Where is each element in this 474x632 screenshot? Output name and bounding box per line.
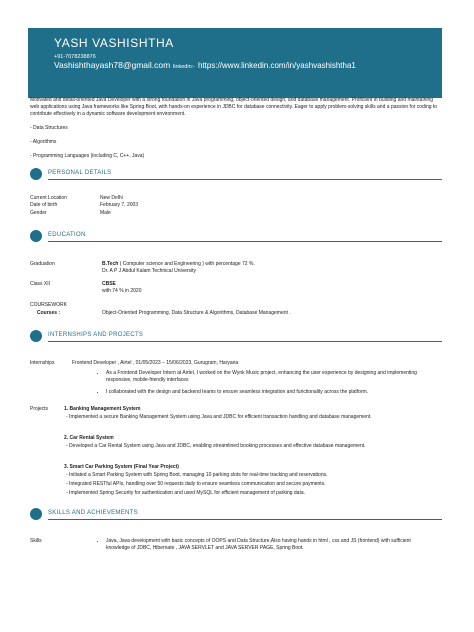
email-address[interactable]: Vashishthayash78@gmail.com bbox=[54, 60, 171, 70]
section-personal-details bbox=[28, 168, 442, 182]
section-title: INTERNSHIPS AND PROJECTS bbox=[48, 332, 144, 338]
candidate-name: YASH VASHISHTHA bbox=[54, 36, 174, 50]
internship-bullets bbox=[96, 370, 432, 399]
section-title: EDUCATION bbox=[48, 232, 86, 238]
summary-paragraph: Motivated and detail-oriented Java Developer with a strong foundation in Java programming, object-oriented design, and database management. Proficient in building and maintaining web applications using Java frameworks like Spring Boot, with hands-on experience in JDBC for database connectivity. Eager to apply problem-solving skills and a passion for coding to contribute effectively in a dynamic software development environment. bbox=[30, 97, 438, 117]
section-divider bbox=[48, 85, 442, 86]
coursework-label: COURSEWORK bbox=[30, 302, 67, 308]
graduation-line bbox=[102, 261, 255, 268]
summary-item: - Programming Languages (including C, C++, Java) bbox=[30, 153, 145, 159]
skills-bullets bbox=[96, 538, 426, 555]
section-icon bbox=[30, 508, 42, 520]
project-line: - Implemented a secure Banking Management System using Java and JDBC for efficient transaction handling and database management. bbox=[66, 414, 372, 420]
section-title: PERSONAL DETAILS bbox=[48, 170, 112, 176]
section-education bbox=[28, 230, 442, 244]
list-item: • I collaborated with the design and backend teams to ensure seamless integration and functionality across the platform. bbox=[106, 389, 432, 396]
section-resume-summary bbox=[28, 74, 442, 88]
personal-label: Current Location bbox=[30, 195, 67, 201]
section-divider bbox=[48, 341, 442, 342]
internship-title: Frontend Developer , Airtel , 01/05/2023 – 15/06/2023, Gurugram, Haryana bbox=[72, 360, 239, 366]
project-title: 2. Car Rental System bbox=[64, 435, 114, 441]
phone-number: +91-7078238876 bbox=[54, 54, 96, 60]
section-icon bbox=[30, 330, 42, 342]
personal-value: February 7, 2003 bbox=[100, 202, 139, 208]
list-item: • Java, Java development with basic concepts of OOPS and Data Structure,Also having hands in html , css and JS (frontend) with sufficient knowledge of JDBC, Hibernate , JAVA SERVLET and JAVA SERVER PAGE, Spring Boot. bbox=[106, 538, 426, 552]
internships-label: Internships bbox=[30, 360, 55, 366]
summary-item: - Algorithms bbox=[30, 139, 57, 145]
courses-value: Object-Oriented Programming, Data Structure & Algorithms, Database Management . bbox=[102, 310, 291, 316]
section-icon bbox=[30, 230, 42, 242]
graduation-university: Dr. A P J Abdul Kalam Technical University bbox=[102, 268, 197, 274]
summary-item: - Data Structures bbox=[30, 125, 68, 131]
section-divider bbox=[48, 519, 442, 520]
section-title: RESUME SUMMARY bbox=[48, 76, 111, 82]
section-icon bbox=[30, 168, 42, 180]
project-line: - Initiated a Smart Parking System with Spring Boot, managing 10 parking slots for real-time tracking and reservations. bbox=[66, 472, 328, 478]
education-label: Graduation bbox=[30, 261, 55, 267]
courses-label: Courses : bbox=[37, 310, 61, 316]
projects-label: Projects bbox=[30, 406, 49, 412]
class-board: CBSE bbox=[102, 281, 116, 287]
skills-label: Skills bbox=[30, 538, 42, 544]
project-title: 1. Banking Management System bbox=[64, 406, 141, 412]
linkedin-label: linkedin:- bbox=[173, 64, 196, 70]
section-internships-projects bbox=[28, 330, 442, 344]
section-divider bbox=[48, 179, 442, 180]
personal-label: Date of birth bbox=[30, 202, 58, 208]
section-icon bbox=[30, 74, 42, 86]
project-line: - Developed a Car Rental System using Java and JDBC, enabling streamlined booking processes and effective database management. bbox=[66, 443, 366, 449]
personal-value: New Delhi bbox=[100, 195, 123, 201]
project-title: 3. Smart Car Parking System (Final Year Project) bbox=[64, 464, 179, 470]
project-line: - Implemented Spring Security for authentication and used MySQL for efficient management of parking data. bbox=[66, 490, 306, 496]
list-item: • As a Frontend Developer Intern at Airtel, I worked on the Wynk Music project, enhancing the user experience by designing and implementing responsive, mobile-friendly interfaces bbox=[106, 370, 432, 384]
graduation-detail: ( Computer science and Engineering ) with percentage 72 %. bbox=[118, 261, 255, 267]
personal-label: Gender bbox=[30, 210, 47, 216]
section-skills-achievements bbox=[28, 508, 442, 522]
education-label: Class XII bbox=[30, 281, 51, 287]
graduation-degree: B.Tech bbox=[102, 261, 119, 267]
personal-value: Male bbox=[100, 210, 111, 216]
section-title: SKILLS AND ACHIEVEMENTS bbox=[48, 510, 138, 516]
class-detail: with 74 % in 2020 bbox=[102, 288, 142, 294]
section-divider bbox=[48, 241, 442, 242]
project-line: - Integrated RESTful APIs, handling over 50 requests daily to ensure seamless communication and secure payments. bbox=[66, 481, 326, 487]
linkedin-link[interactable]: https://www.linkedin.com/in/yashvashishtha1 bbox=[198, 61, 356, 70]
